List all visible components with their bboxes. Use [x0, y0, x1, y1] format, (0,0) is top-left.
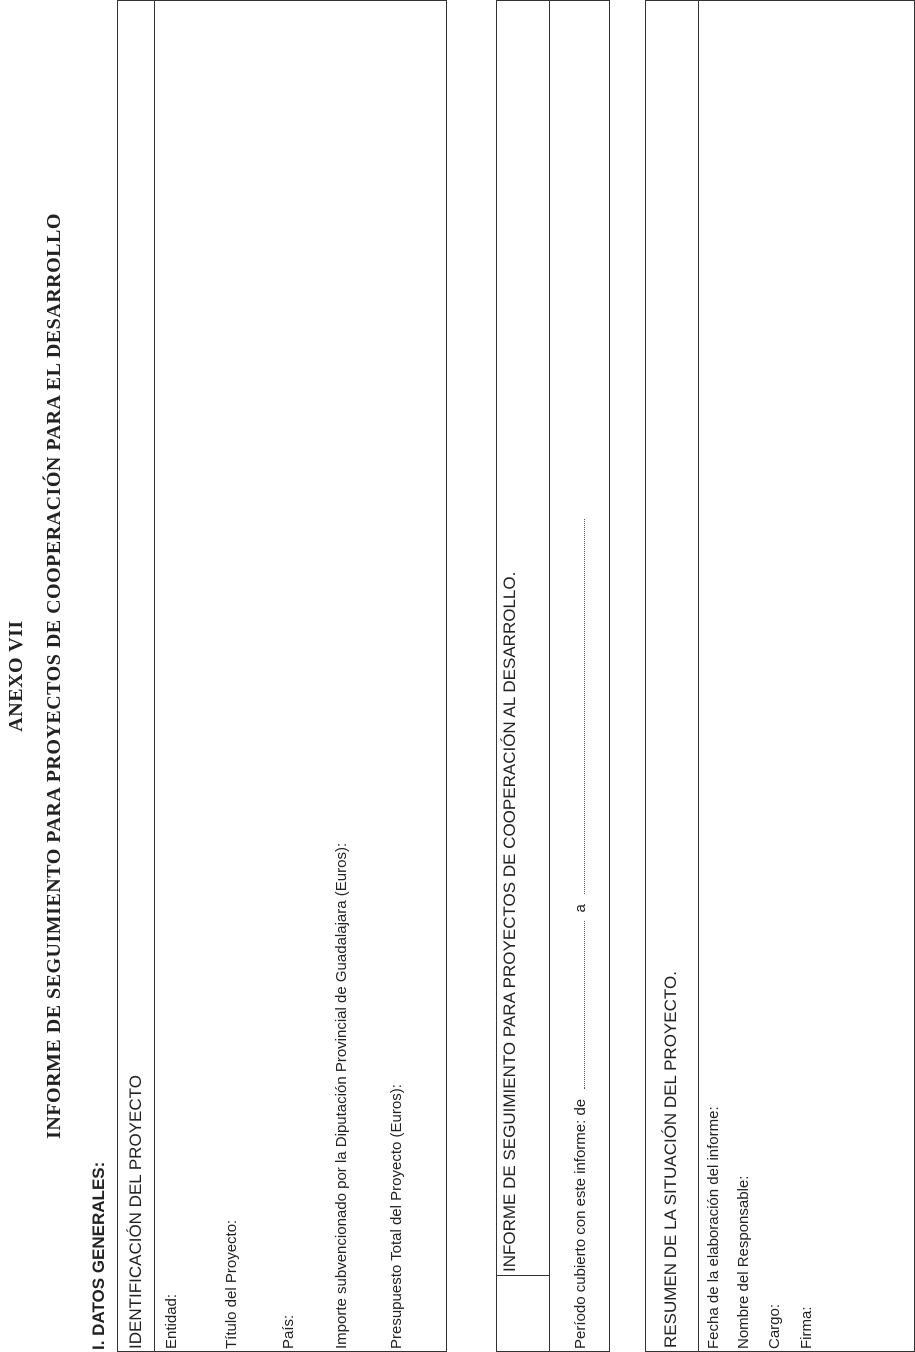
identificacion-box	[117, 0, 447, 1352]
field-fecha: Fecha de la elaboración del informe:	[705, 1106, 722, 1349]
section-heading: I. DATOS GENERALES:	[89, 1161, 108, 1350]
annex-label: ANEXO VII	[5, 620, 27, 732]
resumen-title: RESUMEN DE LA SITUACIÓN DEL PROYECTO.	[661, 971, 680, 1348]
field-pais: País:	[280, 1314, 297, 1349]
period-row	[572, 519, 589, 1349]
field-firma: Firma:	[798, 1306, 815, 1349]
field-entidad: Entidad:	[163, 1293, 180, 1349]
informe-header	[497, 1, 550, 1351]
informe-header-tab	[497, 0, 550, 1276]
resumen-header	[646, 1, 699, 1351]
period-label: Período cubierto con este informe: de	[572, 1098, 589, 1349]
period-connector: a	[572, 904, 589, 913]
field-presupuesto: Presupuesto Total del Proyecto (Euros):	[388, 1084, 405, 1349]
identificacion-header	[118, 1, 155, 1351]
informe-box	[496, 0, 610, 1352]
field-responsable: Nombre del Responsable:	[735, 1175, 752, 1349]
informe-title: INFORME DE SEGUIMIENTO PARA PROYECTOS DE COOPERACIÓN AL DESARROLLO.	[500, 571, 519, 1272]
resumen-box	[645, 0, 915, 1352]
field-cargo: Cargo:	[766, 1303, 783, 1349]
document-title: INFORME DE SEGUIMIENTO PARA PROYECTOS DE COOPERACIÓN PARA EL DESARROLLO	[43, 213, 65, 1139]
period-end-dots	[572, 519, 585, 894]
field-titulo: Título del Proyecto:	[223, 1219, 240, 1349]
identificacion-title: IDENTIFICACIÓN DEL PROYECTO	[126, 1075, 145, 1349]
field-importe: Importe subvencionado por la Diputación Provincial de Guadalajara (Euros):	[333, 842, 350, 1349]
period-start-dots	[572, 921, 585, 1089]
